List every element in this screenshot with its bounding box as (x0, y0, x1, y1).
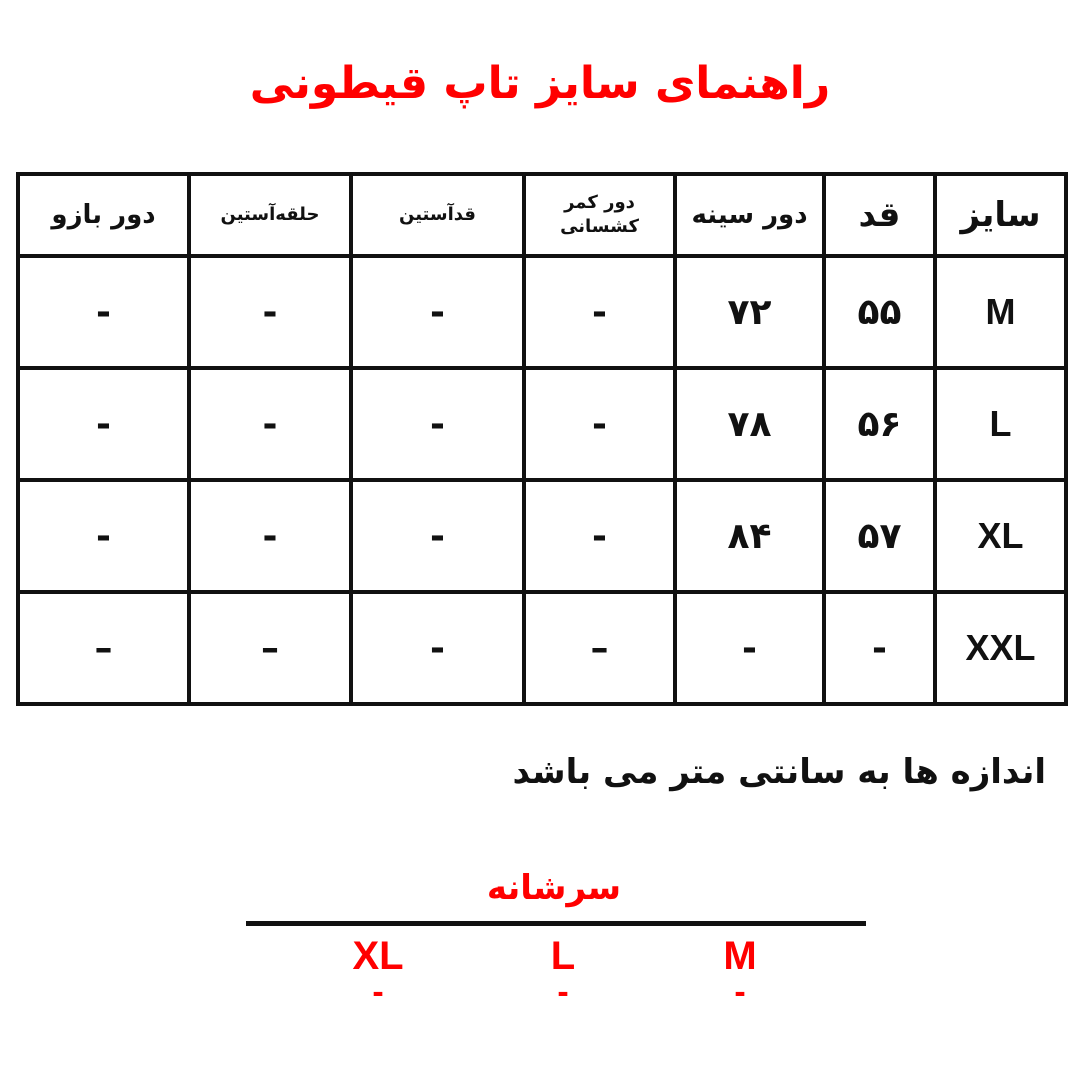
table-cell: ۷۲ (675, 256, 824, 368)
table-cell: - (524, 256, 675, 368)
table-cell: XL (935, 480, 1066, 592)
size-table (16, 172, 1068, 706)
table-cell: ۷۸ (675, 368, 824, 480)
table-cell: ۵۷ (824, 480, 935, 592)
table-row (18, 256, 1066, 368)
shoulder-size-label: M (723, 934, 757, 978)
shoulder-size-value: - (734, 973, 746, 1011)
table-cell: - (351, 256, 524, 368)
table-row (18, 480, 1066, 592)
table-row (18, 592, 1066, 704)
shoulder-item-xl (318, 934, 438, 1011)
table-cell: - (675, 592, 824, 704)
units-note: اندازه ها به سانتی متر می باشد (512, 752, 1046, 792)
table-cell: - (351, 592, 524, 704)
table-cell: - (18, 256, 189, 368)
shoulder-size-value: - (557, 973, 569, 1011)
table-cell: - (18, 480, 189, 592)
table-cell: – (189, 592, 351, 704)
table-cell: M (935, 256, 1066, 368)
table-cell: - (524, 368, 675, 480)
shoulder-title: سرشانه (486, 868, 622, 908)
table-cell: - (351, 480, 524, 592)
table-cell: - (189, 480, 351, 592)
header-waist-label: دور کمر کشسانی (560, 191, 639, 237)
shoulder-size-label: L (550, 934, 576, 978)
table-header-row (18, 174, 1066, 256)
table-cell: XXL (935, 592, 1066, 704)
header-chest: دور سینه (675, 174, 824, 256)
table-cell: - (351, 368, 524, 480)
header-size: سایز (935, 174, 1066, 256)
shoulder-divider (246, 921, 866, 926)
page-title: راهنمای سایز تاپ قیطونی (249, 58, 831, 109)
shoulder-size-label: XL (352, 934, 404, 978)
table-cell: ۸۴ (675, 480, 824, 592)
shoulder-item-l (503, 934, 623, 1011)
header-waist (524, 174, 675, 256)
header-sleeve-length: قدآستین (351, 174, 524, 256)
header-arm: دور بازو (18, 174, 189, 256)
table-row (18, 368, 1066, 480)
header-armhole: حلقه‌آستین (189, 174, 351, 256)
table-cell: - (189, 368, 351, 480)
table-cell: - (524, 480, 675, 592)
table-cell: – (524, 592, 675, 704)
table-cell: L (935, 368, 1066, 480)
table-cell: ۵۶ (824, 368, 935, 480)
header-length: قد (824, 174, 935, 256)
table-cell: – (18, 592, 189, 704)
table-cell: - (189, 256, 351, 368)
shoulder-size-value: - (372, 973, 384, 1011)
table-cell: - (18, 368, 189, 480)
shoulder-item-m (680, 934, 800, 1011)
table-cell: - (824, 592, 935, 704)
table-cell: ۵۵ (824, 256, 935, 368)
